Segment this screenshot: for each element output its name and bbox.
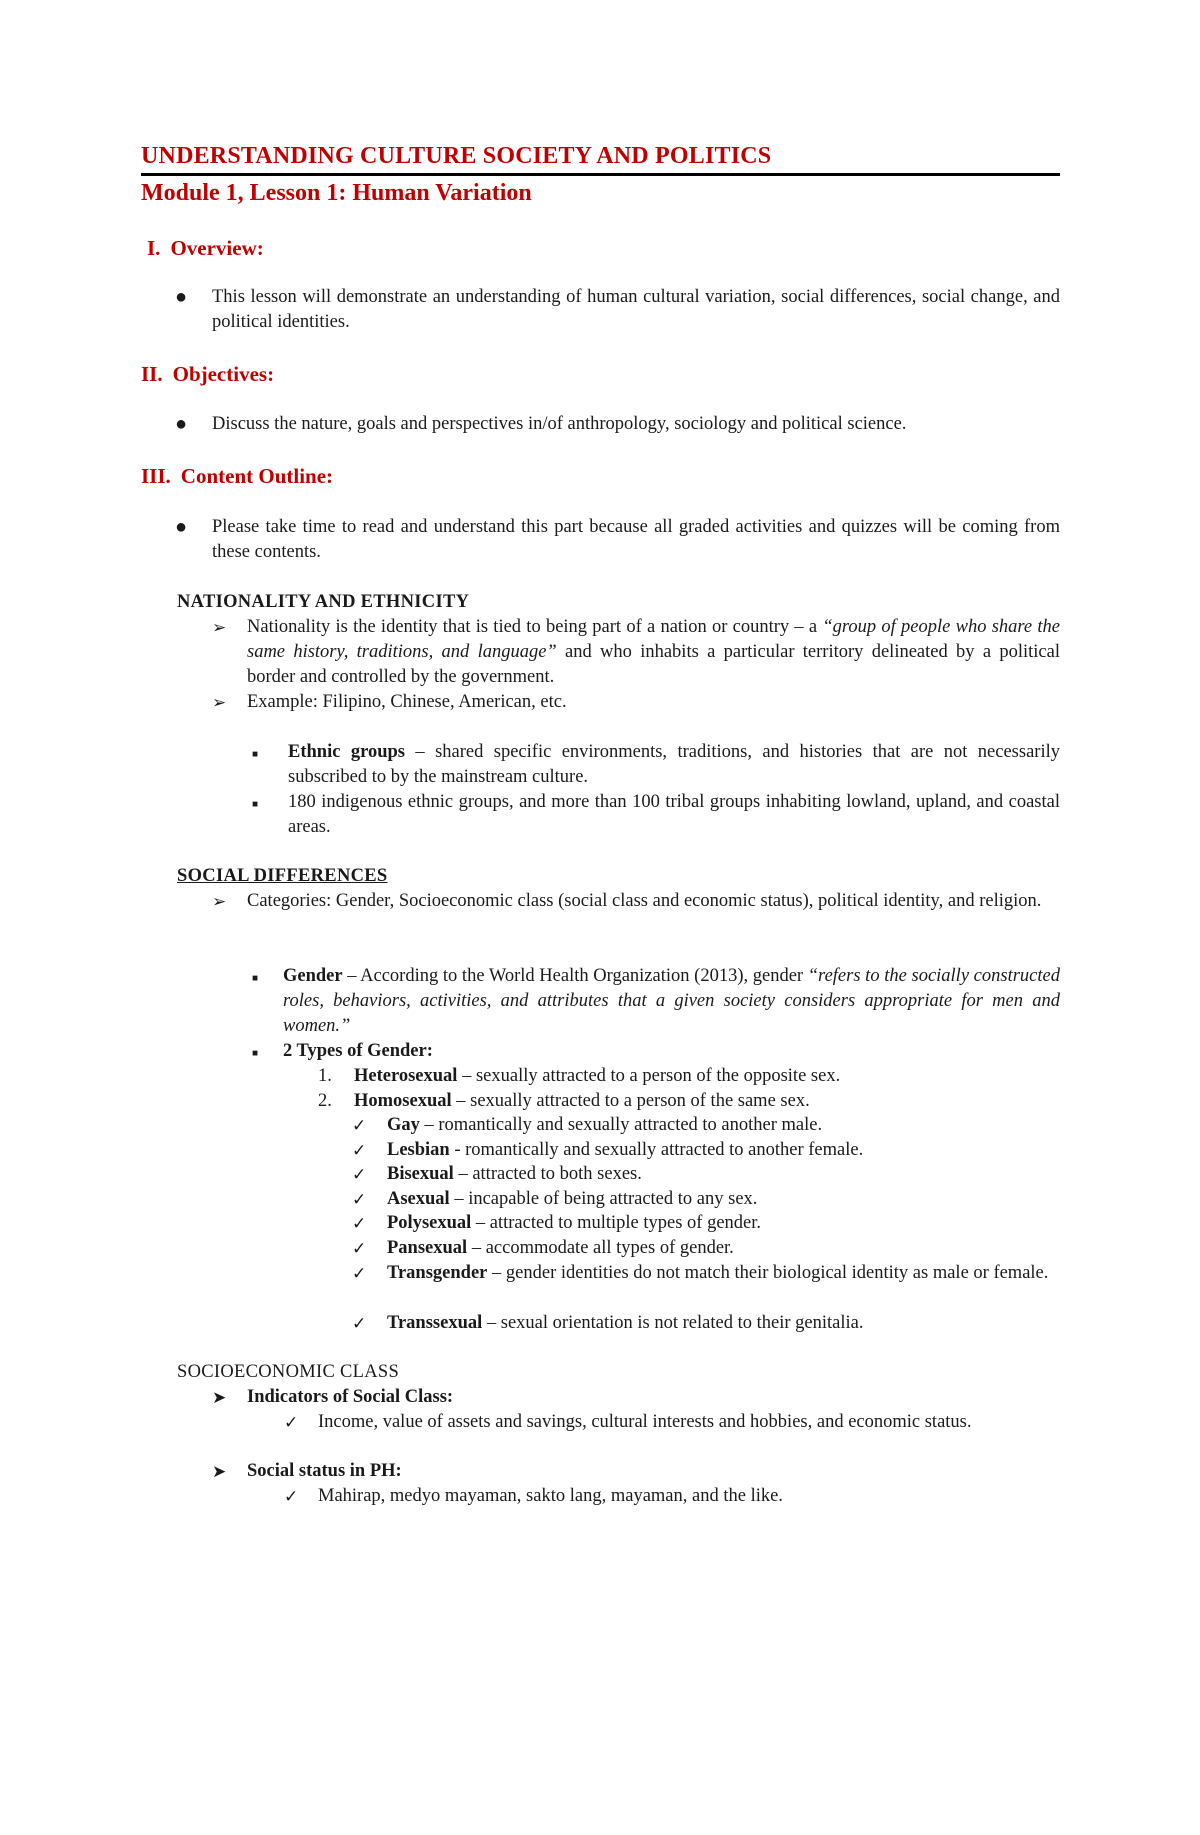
check-icon: ✓ (352, 1214, 367, 1233)
gender-types-heading (283, 1039, 1060, 1064)
arrow-icon: ➢ (212, 892, 227, 911)
orientation-def: – attracted to both sexes. (453, 1164, 642, 1184)
nationality-def-pre: Nationality is the identity that is tied to being part of a nation or country – a (247, 617, 823, 637)
orientation-term: Transsexual (387, 1313, 483, 1333)
gender-term: Gender (283, 966, 343, 986)
check-icon: ✓ (284, 1487, 299, 1506)
social-differences-heading: SOCIAL DIFFERENCES (177, 866, 388, 886)
orientation-item (387, 1236, 1060, 1261)
orientation-def: – attracted to multiple types of gender. (471, 1213, 762, 1233)
orientation-def: – romantically and sexually attracted to another male. (419, 1115, 823, 1135)
nationality-quote: “group of people who share the same history, traditions, and language” (247, 617, 1061, 662)
orientation-def: – accommodate all types of gender. (467, 1238, 734, 1258)
orientation-def: – incapable of being attracted to any sex. (449, 1189, 758, 1209)
orientation-item (387, 1187, 1060, 1212)
ethnic-groups-def: – shared specific environments, traditions, and histories that are not necessarily subscribed to by the mainstream culture. (288, 742, 1060, 787)
section-heading-objectives (141, 362, 274, 387)
check-icon: ✓ (352, 1239, 367, 1258)
orientation-item (387, 1113, 1060, 1138)
section-title: Overview: (170, 236, 264, 260)
orientation-item (387, 1311, 1060, 1336)
orientation-item (387, 1162, 1060, 1187)
arrow-icon: ➤ (212, 1388, 227, 1407)
indicators-heading (247, 1385, 1060, 1410)
square-bullet-icon: ■ (252, 799, 259, 810)
ethnic-groups-item (288, 740, 1060, 790)
orientation-term: Pansexual (387, 1238, 468, 1258)
orientation-item (387, 1211, 1060, 1236)
nationality-heading: NATIONALITY AND ETHNICITY (177, 592, 470, 612)
orientation-def: – gender identities do not match their biological identity as male or female. (487, 1263, 1049, 1283)
check-icon: ✓ (352, 1141, 367, 1160)
section-title: Content Outline: (180, 464, 334, 488)
check-icon: ✓ (284, 1413, 299, 1432)
arrow-icon: ➢ (212, 693, 227, 712)
gender-quote: “refers to the socially constructed roles, behaviors, activities, and attributes that a given society considers appropriate for men and women.” (283, 966, 1060, 1036)
bullet-icon: ● (175, 286, 188, 308)
section-heading-overview (147, 236, 264, 261)
gender-type-item (354, 1064, 1060, 1089)
overview-text: This lesson will demonstrate an understanding of human cultural variation, social differences, social change, and political identities. (212, 287, 1060, 332)
check-icon: ✓ (352, 1314, 367, 1333)
gender-type-term: Heterosexual (354, 1066, 458, 1086)
orientation-item (387, 1261, 1060, 1286)
objectives-text: Discuss the nature, goals and perspectives in/of anthropology, sociology and political science. (212, 414, 907, 434)
list-number: 1. (318, 1066, 332, 1086)
status-text: Mahirap, medyo mayaman, sakto lang, mayaman, and the like. (318, 1486, 783, 1506)
square-bullet-icon: ■ (252, 749, 259, 760)
orientation-def: - romantically and sexually attracted to another female. (449, 1140, 864, 1160)
square-bullet-icon: ■ (252, 1048, 259, 1059)
gender-definition (283, 964, 1060, 1039)
gender-type-def: – sexually attracted to a person of the opposite sex. (457, 1066, 841, 1086)
section-heading-content-outline (141, 464, 333, 489)
document-title: UNDERSTANDING CULTURE SOCIETY AND POLITICS (141, 143, 772, 169)
nationality-definition (247, 615, 1060, 690)
title-divider (141, 173, 1060, 176)
section-numeral: III. (141, 464, 171, 488)
orientation-term: Asexual (387, 1189, 450, 1209)
status-heading (247, 1459, 1060, 1484)
orientation-item (387, 1138, 1060, 1163)
square-bullet-icon: ■ (252, 973, 259, 984)
bullet-icon: ● (175, 516, 188, 538)
gender-type-item (354, 1089, 1060, 1114)
nationality-def-post: and who inhabits a particular territory delineated by a political border and controlled by the government. (247, 642, 1060, 687)
check-icon: ✓ (352, 1190, 367, 1209)
check-icon: ✓ (352, 1165, 367, 1184)
gender-def-pre: – According to the World Health Organization (2013), gender (342, 966, 808, 986)
content-outline-text: Please take time to read and understand this part because all graded activities and quizzes will be coming from these contents. (212, 517, 1060, 562)
arrow-icon: ➢ (212, 618, 227, 637)
gender-types-label: 2 Types of Gender: (283, 1041, 433, 1061)
orientation-term: Gay (387, 1115, 420, 1135)
indicators-label: Indicators of Social Class: (247, 1387, 454, 1407)
orientation-def: – sexual orientation is not related to their genitalia. (482, 1313, 864, 1333)
nationality-example: Example: Filipino, Chinese, American, etc. (247, 692, 567, 712)
status-label: Social status in PH: (247, 1461, 402, 1481)
check-icon: ✓ (352, 1264, 367, 1283)
orientation-term: Transgender (387, 1263, 488, 1283)
indicators-text: Income, value of assets and savings, cultural interests and hobbies, and economic status. (318, 1412, 972, 1432)
socioeconomic-heading: SOCIOECONOMIC CLASS (177, 1362, 400, 1382)
check-icon: ✓ (352, 1116, 367, 1135)
gender-type-term: Homosexual (354, 1091, 452, 1111)
section-numeral: I. (147, 236, 161, 260)
gender-type-def: – sexually attracted to a person of the same sex. (451, 1091, 810, 1111)
lesson-subtitle: Module 1, Lesson 1: Human Variation (141, 180, 532, 206)
bullet-icon: ● (175, 413, 188, 435)
orientation-term: Polysexual (387, 1213, 472, 1233)
indigenous-groups-item: 180 indigenous ethnic groups, and more than 100 tribal groups inhabiting lowland, upland, and coastal areas. (288, 792, 1060, 837)
section-title: Objectives: (172, 362, 275, 386)
orientation-term: Bisexual (387, 1164, 454, 1184)
orientation-term: Lesbian (387, 1140, 450, 1160)
social-categories: Categories: Gender, Socioeconomic class (social class and economic status), political identity, and religion. (247, 891, 1042, 911)
arrow-icon: ➤ (212, 1462, 227, 1481)
list-number: 2. (318, 1091, 332, 1111)
ethnic-groups-term: Ethnic groups (288, 742, 405, 762)
section-numeral: II. (141, 362, 163, 386)
